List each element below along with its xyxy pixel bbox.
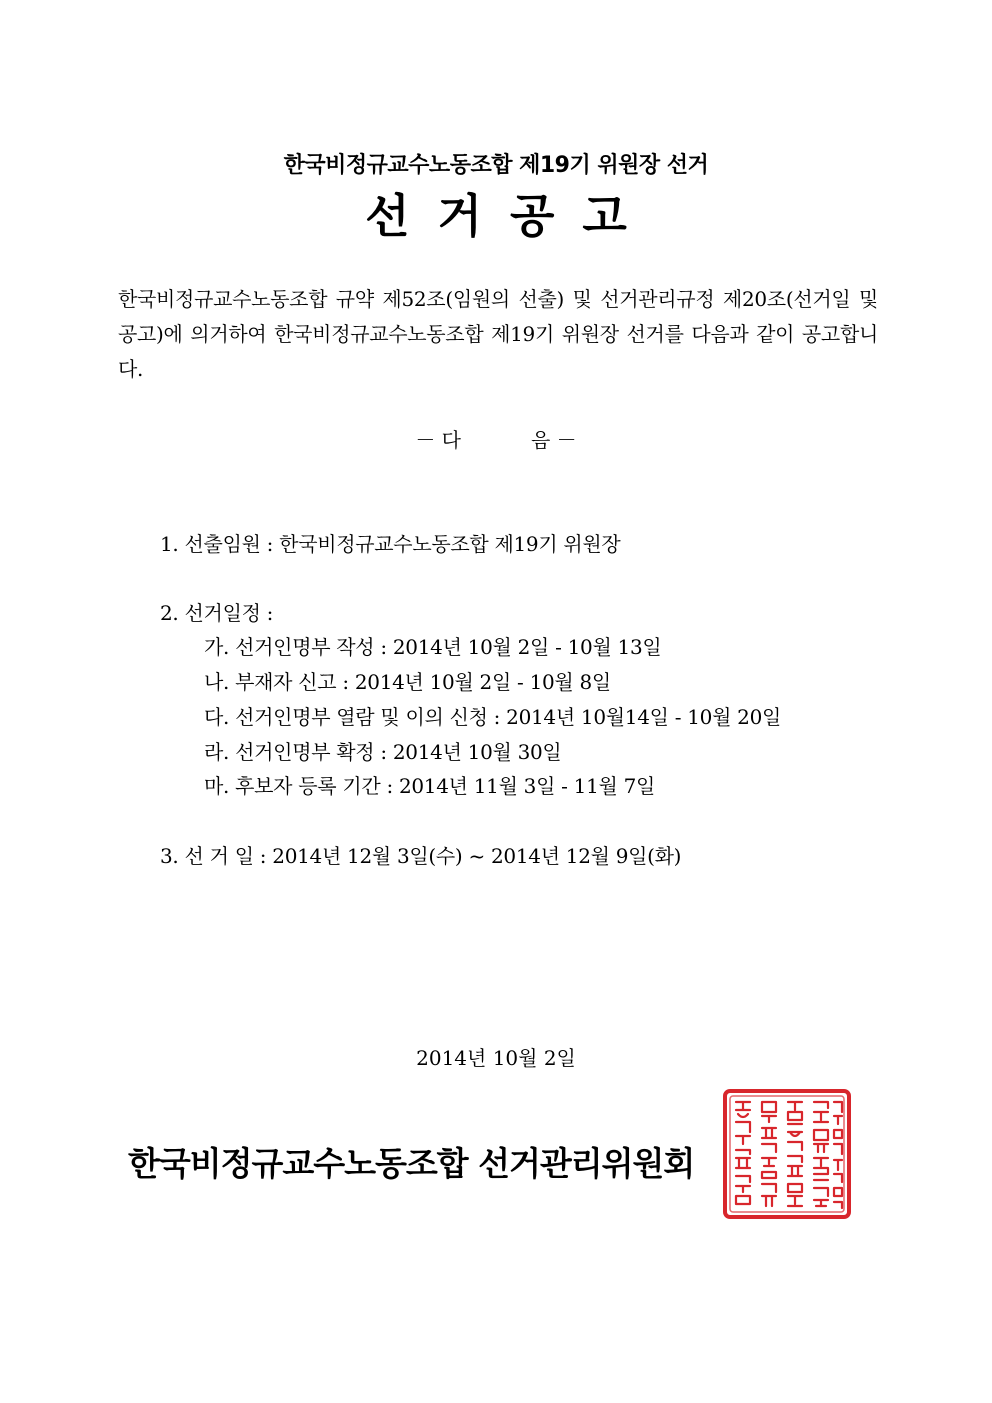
section-divider — [0, 424, 992, 453]
item-elected-officer: 1. 선출임원 : 한국비정규교수노동조합 제19기 위원장 — [160, 532, 621, 556]
item-election-day: 3. 선 거 일 : 2014년 12월 3일(수) ~ 2014년 12월 9일(화) — [160, 844, 682, 868]
schedule-item: 나. 부재자 신고 : 2014년 10월 2일 - 10월 8일 — [204, 670, 611, 694]
schedule-item: 가. 선거인명부 작성 : 2014년 10월 2일 - 10월 13일 — [204, 635, 662, 659]
schedule-item: 마. 후보자 등록 기간 : 2014년 11월 3일 - 11월 7일 — [204, 774, 656, 798]
divider-left: － 다 — [415, 428, 461, 452]
committee-name: 한국비정규교수노동조합 선거관리위원회 — [128, 1144, 695, 1183]
item-election-schedule: 2. 선거일정 : — [160, 601, 274, 625]
schedule-item: 라. 선거인명부 확정 : 2014년 10월 30일 — [204, 740, 562, 764]
notice-date: 2014년 10월 2일 — [416, 1046, 576, 1070]
notice-title: 선거공고 — [365, 189, 655, 243]
schedule-item: 다. 선거인명부 열람 및 이의 신청 : 2014년 10월14일 - 10월 20일 — [204, 705, 782, 729]
notice-subtitle: 한국비정규교수노동조합 제19기 위원장 선거 — [283, 153, 709, 178]
intro-paragraph: 한국비정규교수노동조합 규약 제52조(임원의 선출) 및 선거관리규정 제20조(선거일 및 공고)에 의거하여 한국비정규교수노동조합 제19기 위원장 선거를 다음과 같이 공고합니다. — [118, 287, 878, 381]
official-seal-stamp — [722, 1088, 852, 1220]
divider-right: 음 － — [531, 428, 577, 452]
